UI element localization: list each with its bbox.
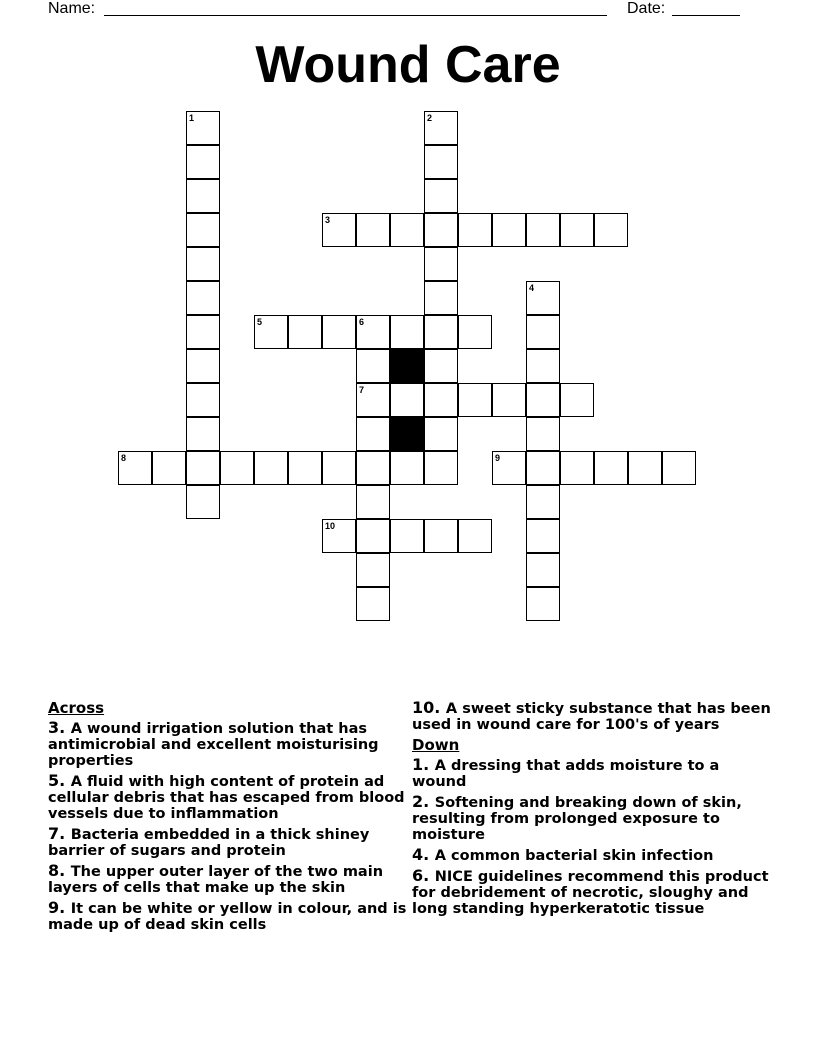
- grid-cell[interactable]: [424, 451, 458, 485]
- clue-number: 8: [121, 453, 127, 463]
- grid-cell[interactable]: [186, 111, 220, 145]
- clue-number: 2: [427, 113, 433, 123]
- clue-text: A common bacterial skin infection: [434, 848, 714, 864]
- grid-cell[interactable]: [662, 451, 696, 485]
- grid-cell[interactable]: [186, 281, 220, 315]
- grid-cell[interactable]: [492, 383, 526, 417]
- grid-cell[interactable]: [560, 383, 594, 417]
- across-clue-list-continued: [412, 700, 772, 733]
- grid-cell[interactable]: [560, 451, 594, 485]
- date-label: Date:: [627, 0, 666, 17]
- grid-cell[interactable]: [322, 451, 356, 485]
- clues-left-column: [48, 700, 408, 937]
- clue-number: 9: [495, 453, 501, 463]
- grid-cell[interactable]: [288, 315, 322, 349]
- grid-cell[interactable]: [356, 383, 390, 417]
- across-clue: [48, 863, 408, 896]
- down-clue-list: [412, 757, 772, 917]
- grid-cell[interactable]: [390, 519, 424, 553]
- clue-number: 6: [359, 317, 365, 327]
- grid-cell[interactable]: [186, 315, 220, 349]
- grid-cell[interactable]: [424, 179, 458, 213]
- grid-cell[interactable]: [458, 519, 492, 553]
- grid-cell[interactable]: [458, 213, 492, 247]
- grid-cell[interactable]: [186, 383, 220, 417]
- clue-number: 3: [325, 215, 331, 225]
- grid-cell[interactable]: [186, 145, 220, 179]
- clues-right-column: [412, 700, 772, 921]
- grid-cell[interactable]: [458, 315, 492, 349]
- grid-cell[interactable]: [288, 451, 322, 485]
- black-cell: [390, 417, 424, 451]
- grid-cell[interactable]: [526, 417, 560, 451]
- grid-cell[interactable]: [356, 315, 390, 349]
- clue-number: 5.: [48, 771, 71, 790]
- grid-cell[interactable]: [424, 281, 458, 315]
- clue-number: 3.: [48, 718, 71, 737]
- across-clue-list: [48, 720, 408, 933]
- grid-cell[interactable]: [526, 315, 560, 349]
- grid-cell[interactable]: [526, 587, 560, 621]
- down-clue: [412, 868, 772, 917]
- grid-cell[interactable]: [186, 349, 220, 383]
- clue-text: A sweet sticky substance that has been used in wound care for 100's of years: [412, 701, 771, 733]
- grid-cell[interactable]: [390, 451, 424, 485]
- down-clue: [412, 794, 772, 843]
- grid-cell[interactable]: [186, 179, 220, 213]
- across-clue: [48, 900, 408, 933]
- grid-cell[interactable]: [424, 417, 458, 451]
- across-heading: Across: [48, 699, 105, 717]
- grid-cell[interactable]: [424, 213, 458, 247]
- clue-number: 10: [325, 521, 336, 531]
- clue-text: The upper outer layer of the two main layers of cells that make up the skin: [48, 864, 384, 896]
- grid-cell[interactable]: [356, 451, 390, 485]
- grid-cell[interactable]: [186, 451, 220, 485]
- grid-cell[interactable]: [458, 383, 492, 417]
- grid-cell[interactable]: [356, 587, 390, 621]
- grid-cell[interactable]: [526, 281, 560, 315]
- grid-cell[interactable]: [390, 383, 424, 417]
- grid-cell[interactable]: [424, 519, 458, 553]
- clue-text: Bacteria embedded in a thick shiney barrier of sugars and protein: [48, 827, 370, 859]
- grid-cell[interactable]: [424, 315, 458, 349]
- grid-cell[interactable]: [526, 451, 560, 485]
- grid-cell[interactable]: [220, 451, 254, 485]
- grid-cell[interactable]: [424, 111, 458, 145]
- clue-number: 6.: [412, 866, 435, 885]
- clue-number: 9.: [48, 898, 71, 917]
- grid-cell[interactable]: [322, 519, 356, 553]
- across-clue: [412, 700, 772, 733]
- grid-cell[interactable]: [628, 451, 662, 485]
- grid-cell[interactable]: [424, 145, 458, 179]
- grid-cell[interactable]: [526, 553, 560, 587]
- clue-number: 10.: [412, 698, 446, 717]
- clue-text: A dressing that adds moisture to a wound: [412, 758, 720, 790]
- grid-cell[interactable]: [424, 247, 458, 281]
- across-clue: [48, 720, 408, 769]
- grid-cell[interactable]: [322, 315, 356, 349]
- grid-cell[interactable]: [356, 349, 390, 383]
- grid-cell[interactable]: [186, 417, 220, 451]
- grid-cell[interactable]: [424, 383, 458, 417]
- clue-text: A fluid with high content of protein ad cellular debris that has escaped from blood vessels due to inflammation: [48, 774, 405, 822]
- page-title: Wound Care: [255, 36, 561, 94]
- grid-cell[interactable]: [186, 247, 220, 281]
- grid-cell[interactable]: [492, 213, 526, 247]
- grid-cell[interactable]: [186, 485, 220, 519]
- across-clue: [48, 773, 408, 822]
- grid-cell[interactable]: [526, 485, 560, 519]
- clue-text: NICE guidelines recommend this product for debridement of necrotic, sloughy and long standing hyperkeratotic tissue: [412, 869, 769, 917]
- clue-number: 1: [189, 113, 195, 123]
- grid-cell[interactable]: [492, 451, 526, 485]
- down-heading: Down: [412, 736, 460, 754]
- clue-number: 5: [257, 317, 263, 327]
- grid-cell[interactable]: [594, 213, 628, 247]
- grid-cell[interactable]: [254, 315, 288, 349]
- black-cell: [390, 349, 424, 383]
- clue-number: 2.: [412, 792, 435, 811]
- grid-cell[interactable]: [356, 553, 390, 587]
- clue-number: 7.: [48, 824, 71, 843]
- grid-cell[interactable]: [526, 213, 560, 247]
- grid-cell[interactable]: [356, 417, 390, 451]
- grid-cell[interactable]: [424, 349, 458, 383]
- clue-text: It can be white or yellow in colour, and is made up of dead skin cells: [48, 901, 407, 933]
- grid-cell[interactable]: [356, 213, 390, 247]
- down-clue: [412, 847, 772, 864]
- down-clue: [412, 757, 772, 790]
- across-clue: [48, 826, 408, 859]
- grid-cell[interactable]: [118, 451, 152, 485]
- grid-cell[interactable]: [356, 519, 390, 553]
- clue-number: 4.: [412, 845, 435, 864]
- name-label: Name:: [48, 0, 96, 17]
- grid-cell[interactable]: [526, 349, 560, 383]
- grid-cell[interactable]: [254, 451, 288, 485]
- grid-cell[interactable]: [186, 213, 220, 247]
- clue-number: 1.: [412, 755, 435, 774]
- grid-cell[interactable]: [356, 485, 390, 519]
- grid-cell[interactable]: [560, 213, 594, 247]
- grid-cell[interactable]: [322, 213, 356, 247]
- grid-cell[interactable]: [390, 213, 424, 247]
- clue-number: 4: [529, 283, 535, 293]
- grid-cell[interactable]: [526, 519, 560, 553]
- grid-cell[interactable]: [152, 451, 186, 485]
- clue-number: 7: [359, 385, 365, 395]
- clue-number: 8.: [48, 861, 71, 880]
- grid-cell[interactable]: [526, 383, 560, 417]
- grid-cell[interactable]: [390, 315, 424, 349]
- clue-text: A wound irrigation solution that has antimicrobial and excellent moisturising properties: [48, 721, 379, 769]
- clue-text: Softening and breaking down of skin, resulting from prolonged exposure to moisture: [412, 795, 742, 843]
- grid-cell[interactable]: [594, 451, 628, 485]
